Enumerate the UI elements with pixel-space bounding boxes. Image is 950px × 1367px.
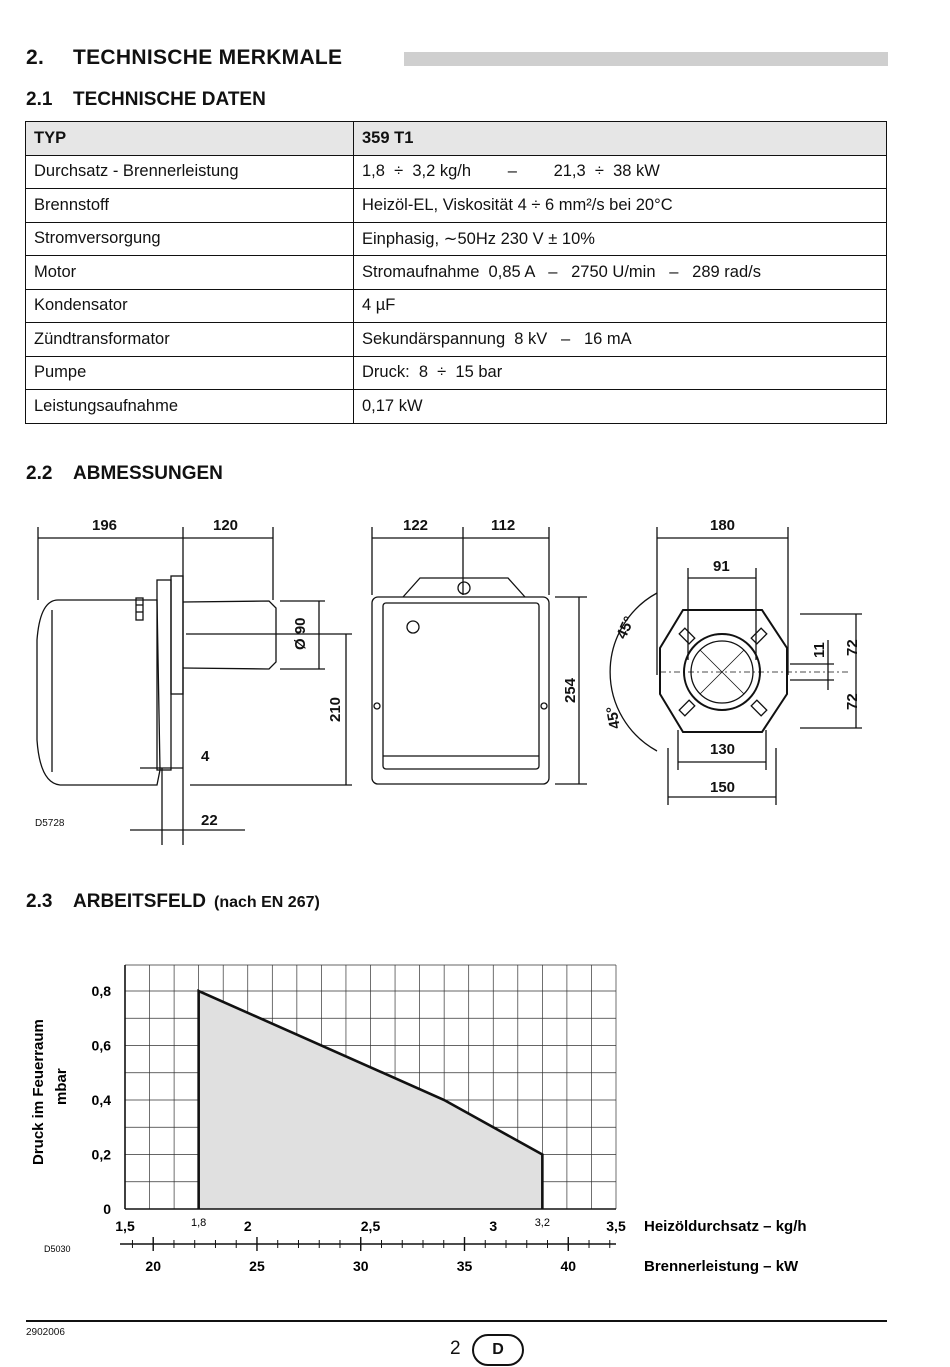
table-cell: Motor — [26, 256, 354, 290]
table-cell: Pumpe — [26, 356, 354, 390]
x2-tick-label: 40 — [560, 1258, 577, 1274]
table-cell: Stromaufnahme 0,85 A – 2750 U/min – 289 rad/s — [354, 256, 887, 290]
y-axis-unit: mbar — [53, 1068, 70, 1105]
dim-label: 254 — [562, 677, 579, 703]
dim-label: Ø 90 — [292, 617, 309, 650]
table-header-cell: 359 T1 — [354, 122, 887, 156]
section-subtitle: (nach EN 267) — [214, 894, 320, 911]
table-cell: 4 µF — [354, 289, 887, 323]
page-number: 2 — [450, 1338, 461, 1359]
dim-label: 11 — [811, 642, 828, 658]
section-number: 2.3 — [26, 891, 53, 912]
section-title: TECHNISCHE DATEN — [73, 89, 266, 110]
y-tick-label: 0,2 — [91, 1146, 111, 1163]
x2-tick-label: 30 — [352, 1258, 369, 1274]
table-header-row — [26, 122, 887, 156]
spec-table — [25, 121, 887, 424]
dim-label: 196 — [92, 517, 118, 534]
y-tick-label: 0,8 — [91, 983, 111, 999]
x-axis-label: Heizöldurchsatz – kg/h — [644, 1218, 807, 1235]
x2-tick-label: 25 — [249, 1258, 265, 1274]
table-cell: Einphasig, ∼50Hz 230 V ± 10% — [354, 222, 887, 256]
dim-label: 180 — [710, 517, 736, 534]
table-cell: Heizöl-EL, Viskosität 4 ÷ 6 mm²/s bei 20°C — [354, 189, 887, 223]
dim-label: 22 — [201, 812, 218, 829]
dim-label: 91 — [713, 558, 730, 575]
table-cell: Brennstoff — [26, 189, 354, 223]
table-row — [26, 323, 887, 357]
section-number: 2.1 — [26, 89, 53, 110]
x2-axis-label: Brennerleistung – kW — [644, 1258, 799, 1275]
y-tick-label: 0,4 — [91, 1092, 111, 1108]
table-cell: Leistungsaufnahme — [26, 390, 354, 424]
dim-label: 120 — [213, 517, 239, 534]
section-2-2-heading — [26, 463, 223, 485]
y-tick-label: 0,6 — [91, 1037, 111, 1054]
table-cell: Druck: 8 ÷ 15 bar — [354, 356, 887, 390]
table-row — [26, 256, 887, 290]
table-row — [26, 222, 887, 256]
dim-label: 150 — [710, 779, 736, 796]
x-tick-label: 2 — [243, 1218, 252, 1234]
table-cell: 0,17 kW — [354, 390, 887, 424]
dim-label: 72 — [844, 639, 861, 656]
section-title: ARBEITSFELD — [73, 891, 206, 912]
dim-label: 45° — [603, 704, 624, 731]
x-tick-label-minor: 3,2 — [534, 1217, 550, 1229]
dim-label: 210 — [327, 696, 344, 722]
table-cell: Durchsatz - Brennerleistung — [26, 155, 354, 189]
table-row — [26, 155, 887, 189]
dimension-drawings — [0, 500, 950, 845]
table-row — [26, 289, 887, 323]
section-number: 2.2 — [26, 463, 53, 484]
section-title: ABMESSUNGEN — [73, 463, 223, 484]
x2-tick-label: 20 — [145, 1258, 161, 1274]
language-badge: D — [472, 1334, 524, 1366]
dim-label: 130 — [710, 741, 736, 758]
table-row — [26, 189, 887, 223]
table-header-cell: TYP — [26, 122, 354, 156]
x-tick-label: 2,5 — [360, 1218, 381, 1234]
heading-bar — [404, 52, 888, 66]
dimension-labels — [92, 517, 861, 829]
section-number: 2. — [26, 46, 45, 69]
section-2-heading — [26, 46, 342, 70]
x-tick-label: 1,5 — [115, 1218, 135, 1234]
chart-drawing-id: D5030 — [44, 1244, 71, 1254]
x-tick-label-minor: 1,8 — [191, 1217, 207, 1229]
y-tick-label: 0 — [103, 1201, 111, 1217]
section-2-3-heading — [26, 891, 320, 913]
dim-label: 4 — [201, 748, 210, 765]
table-cell: Zündtransformator — [26, 323, 354, 357]
table-cell: Kondensator — [26, 289, 354, 323]
table-cell: 1,8 ÷ 3,2 kg/h – 21,3 ÷ 38 kW — [354, 155, 887, 189]
y-axis-label: Druck im Feuerraum — [30, 1019, 47, 1165]
x2-tick-label: 35 — [456, 1258, 473, 1274]
dim-label: 45° — [613, 613, 639, 642]
footer-rule — [26, 1320, 887, 1322]
x-tick-label: 3,5 — [606, 1218, 626, 1234]
document-number: 2902006 — [26, 1327, 65, 1338]
section-2-1-heading — [26, 89, 266, 111]
table-cell: Stromversorgung — [26, 222, 354, 256]
working-field-chart — [0, 955, 950, 1285]
table-row — [26, 390, 887, 424]
dim-label: 122 — [403, 517, 429, 534]
table-cell: Sekundärspannung 8 kV – 16 mA — [354, 323, 887, 357]
drawing-id: D5728 — [35, 818, 65, 829]
table-row — [26, 356, 887, 390]
dim-label: 72 — [844, 693, 861, 710]
dim-label: 112 — [491, 517, 516, 534]
x-tick-label: 3 — [489, 1218, 498, 1234]
section-title: TECHNISCHE MERKMALE — [73, 46, 343, 69]
